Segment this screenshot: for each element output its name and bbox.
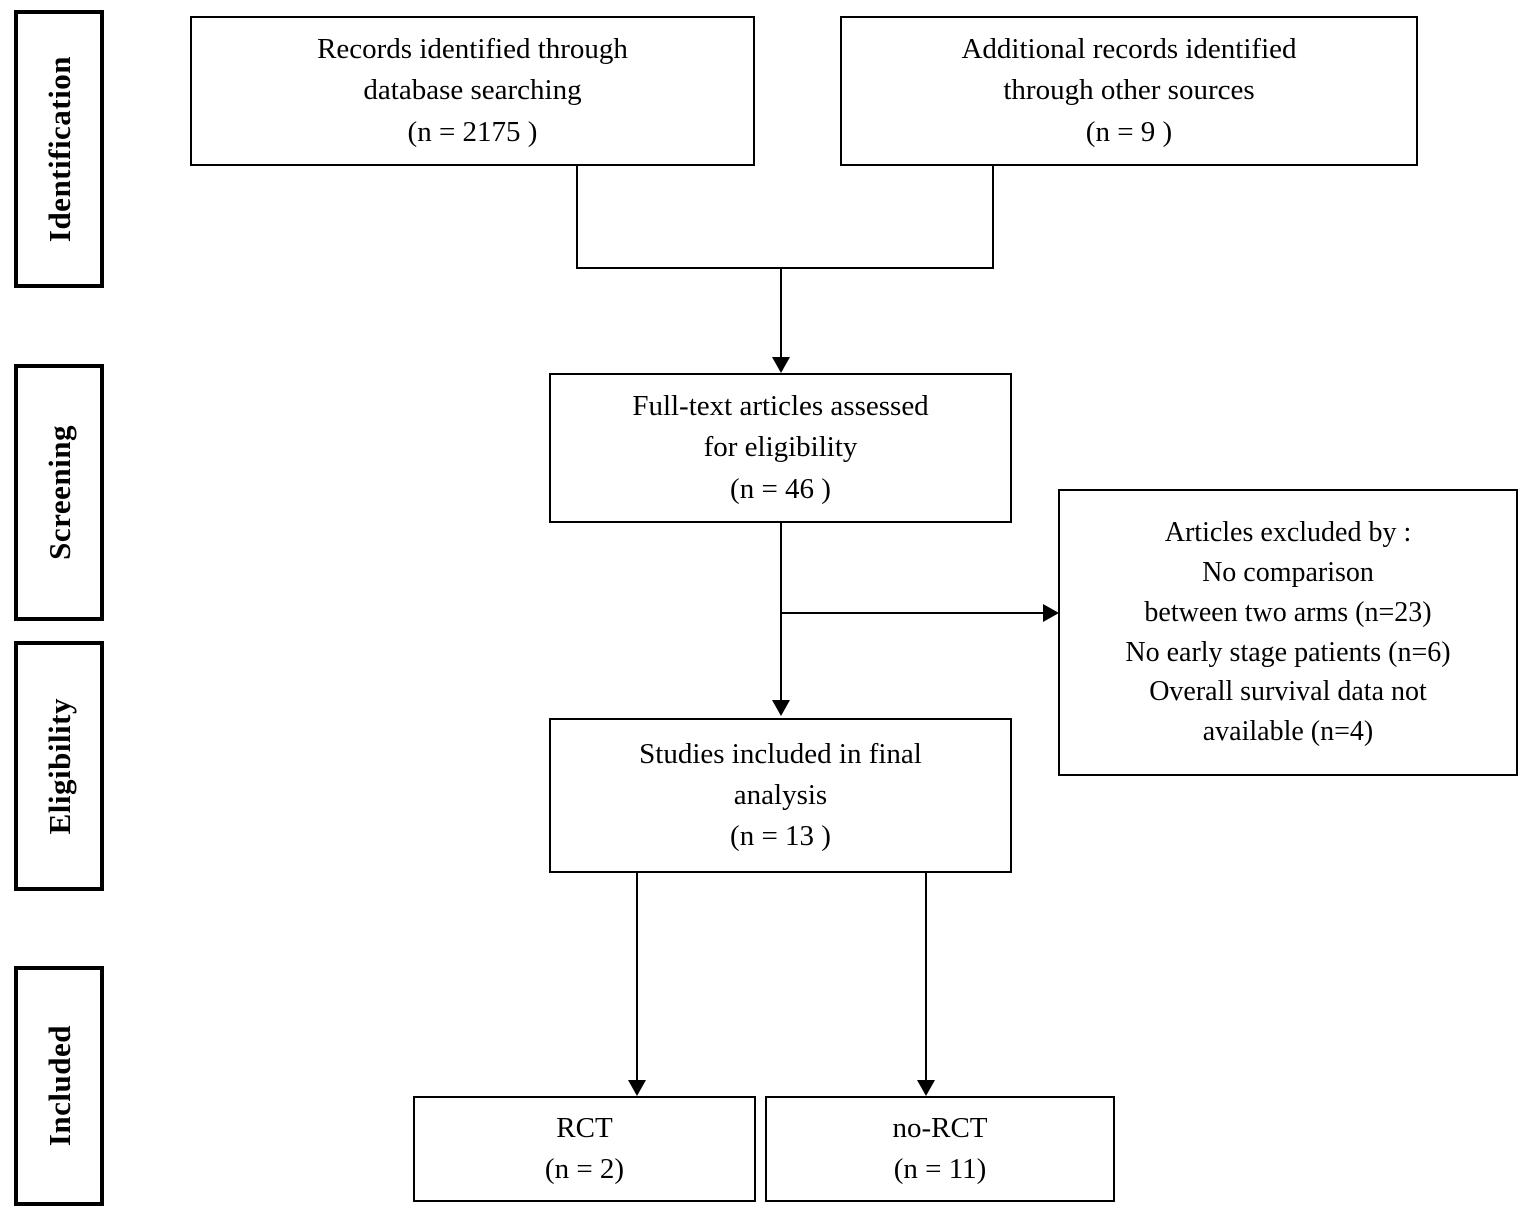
box-full-text-assessed — [549, 373, 1012, 523]
box-records-other-sources-line3: (n = 9 ) — [1085, 115, 1173, 148]
box-articles-excluded-line4: No early stage patients (n=6) — [1125, 636, 1451, 668]
box-full-text-assessed-line1: Full-text articles assessed — [632, 390, 929, 423]
stage-label-included — [14, 966, 104, 1206]
connector-merge-down — [780, 267, 782, 362]
box-full-text-assessed-line3: (n = 46 ) — [730, 472, 831, 505]
box-records-other-sources-line1: Additional records identified — [961, 33, 1297, 66]
stage-label-identification-text: Identification — [41, 55, 77, 243]
arrowhead-to-rct — [628, 1080, 646, 1096]
box-rct-line1: RCT — [556, 1111, 613, 1144]
arrowhead-to-full-text — [772, 357, 790, 373]
arrowhead-to-excluded — [1043, 604, 1059, 622]
box-articles-excluded-line2: No comparison — [1202, 557, 1374, 588]
arrowhead-to-studies-included — [772, 700, 790, 716]
connector-to-rct — [636, 873, 638, 1085]
box-records-database-search-line2: database searching — [363, 74, 582, 107]
box-rct — [413, 1096, 756, 1202]
box-records-database-search-line3: (n = 2175 ) — [407, 115, 538, 148]
box-records-other-sources-line2: through other sources — [1003, 74, 1255, 107]
box-no-rct — [765, 1096, 1115, 1202]
box-records-database-search-line1: Records identified through — [317, 33, 628, 66]
box-no-rct-line2: (n = 11) — [893, 1153, 987, 1185]
stage-label-screening — [14, 364, 104, 621]
stage-label-eligibility — [14, 641, 104, 891]
box-studies-included-final-line3: (n = 13 ) — [730, 820, 831, 853]
connector-other-down — [992, 166, 994, 268]
arrowhead-to-no-rct — [917, 1080, 935, 1096]
box-articles-excluded-line6: available (n=4) — [1202, 716, 1374, 747]
connector-merge-horizontal — [576, 267, 994, 269]
box-records-database-search — [190, 16, 755, 166]
box-articles-excluded-line5: Overall survival data not — [1149, 676, 1427, 708]
stage-label-eligibility-text: Eligibility — [41, 697, 77, 835]
stage-label-included-text: Included — [41, 1025, 77, 1147]
box-studies-included-final — [549, 718, 1012, 873]
box-full-text-assessed-line2: for eligibility — [703, 431, 858, 464]
box-rct-line2: (n = 2) — [544, 1153, 625, 1185]
box-articles-excluded-line3: between two arms (n=23) — [1144, 596, 1432, 628]
box-records-other-sources — [840, 16, 1418, 166]
connector-db-down — [576, 166, 578, 268]
stage-label-identification — [14, 10, 104, 288]
box-studies-included-final-line2: analysis — [733, 778, 828, 811]
box-articles-excluded — [1058, 489, 1518, 776]
box-studies-included-final-line1: Studies included in final — [639, 737, 922, 770]
connector-fulltext-down — [780, 523, 782, 705]
stage-label-screening-text: Screening — [41, 425, 77, 560]
box-articles-excluded-line1: Articles excluded by : — [1164, 517, 1412, 549]
connector-to-excluded — [780, 612, 1057, 614]
box-no-rct-line1: no-RCT — [892, 1111, 988, 1144]
connector-to-no-rct — [925, 873, 927, 1085]
